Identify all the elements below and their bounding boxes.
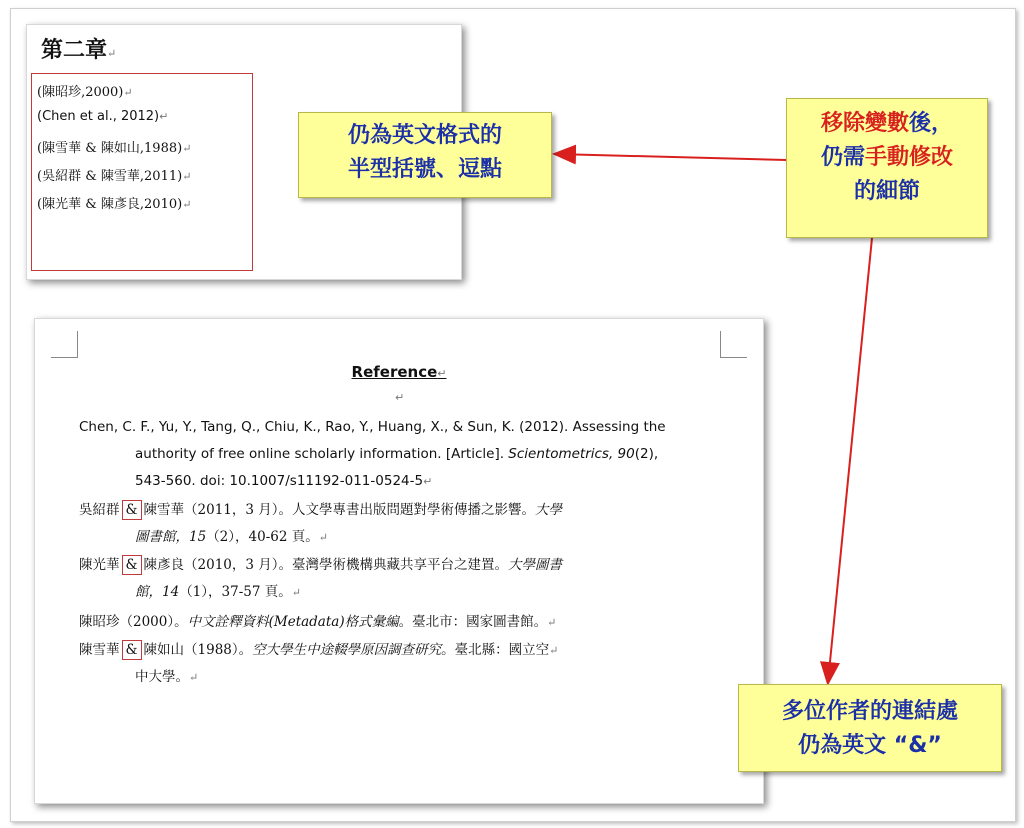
- citation-item: (陳雪華 & 陳如山,1988)↵: [37, 141, 192, 156]
- ampersand-highlight: &: [122, 500, 142, 520]
- ampersand-highlight: &: [122, 555, 142, 575]
- callout-manual-fix: 移除變數後， 仍需手動修改 的細節: [786, 98, 988, 238]
- arrow-to-format-callout: [556, 154, 786, 160]
- ampersand-highlight: &: [122, 640, 142, 660]
- reference-title: Reference↵: [351, 363, 447, 381]
- callout-format: 仍為英文格式的 半型括號、逗點: [298, 112, 552, 198]
- reference-entry: 陳雪華 & 陳如山（1988）。空大學生中途輟學原因調查研究。臺北縣：國立空↵ 中大學。↵: [79, 642, 559, 685]
- reference-entry: 吳紹群 & 陳雪華（2011，3 月）。人文學專書出版問題對學術傳播之影響。大學 圖書館，15（2），40-62 頁。↵: [79, 502, 563, 545]
- reference-entry: 陳昭珍（2000）。中文詮釋資料(Metadata)格式彙編。臺北市：國家圖書館。↵: [79, 614, 557, 630]
- paragraph-mark: ↵: [395, 391, 405, 404]
- citation-item: (Chen et al., 2012)↵: [37, 109, 169, 124]
- arrow-to-amp-callout: [828, 238, 872, 682]
- reference-entry: Chen, C. F., Yu, Y., Tang, Q., Chiu, K., Rao, Y., Huang, X., & Sun, K. (2012). Assessing the authority of free online scholarly information. [Article]. Scientometrics, 90(2), 543-560. doi: 10.1007/s11192-011-0524-5↵: [79, 419, 666, 489]
- citation-item: (陳昭珍,2000)↵: [37, 85, 133, 100]
- reference-entry: 陳光華 & 陳彥良（2010，3 月）。臺灣學術機構典藏共享平台之建置。大學圖書 館，14（1），37-57 頁。↵: [79, 557, 563, 600]
- citation-item: (陳光華 & 陳彥良,2010)↵: [37, 197, 192, 212]
- citation-item: (吳紹群 & 陳雪華,2011)↵: [37, 169, 192, 184]
- chapter-title-text: 第二章: [41, 37, 108, 63]
- paragraph-mark: ↵: [107, 47, 117, 60]
- callout-ampersand: 多位作者的連結處 仍為英文 “&”: [738, 684, 1002, 772]
